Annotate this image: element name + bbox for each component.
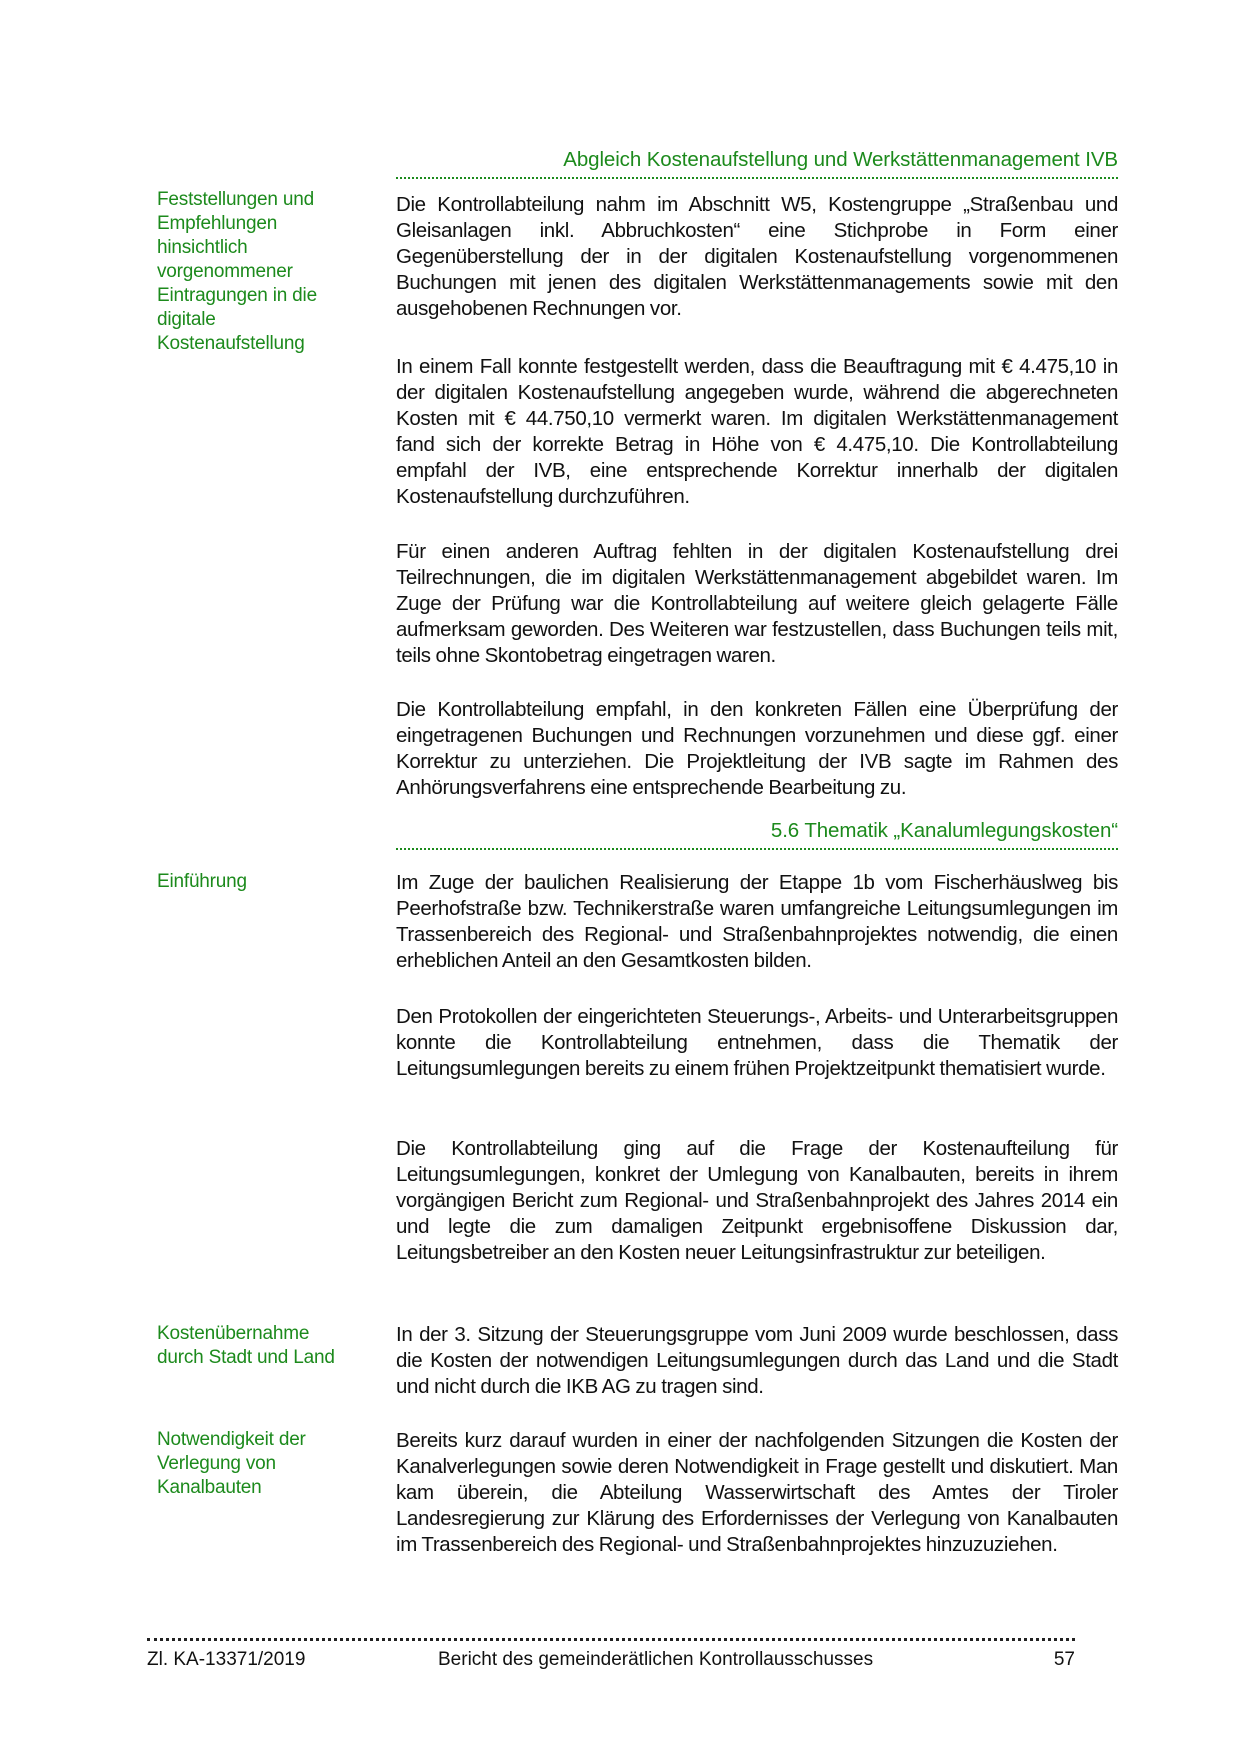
margin-note-line: hinsichtlich: [157, 237, 248, 258]
body-paragraph: Im Zuge der baulichen Realisierung der Etappe 1b vom Fischerhäuslweg bis Peerhofstraße bzw. Technikerstraße waren umfangreiche Leitungsumlegungen im Trassenbereich des Regional- und Straßenbahnprojektes notwendig, die einen erheblichen Anteil an den Gesamtkosten bilden.: [396, 871, 1118, 972]
page-number: 57: [1053, 1649, 1075, 1670]
body-paragraph: Die Kontrollabteilung empfahl, in den konkreten Fällen eine Überprüfung der eingetragenen Buchungen und Rechnungen vorzunehmen und diese ggf. einer Korrektur zu unterziehen. Die Projektleitung der IVB sagte im Rahmen des Anhörungsverfahrens eine entsprechende Bearbeitung zu.: [396, 698, 1118, 799]
margin-note-line: Kostenaufstellung: [157, 333, 305, 354]
footer-reference: Zl. KA-13371/2019: [147, 1649, 306, 1670]
margin-note-line: vorgenommener: [157, 261, 293, 282]
margin-note-line: Feststellungen und: [157, 189, 314, 210]
margin-note-line: digitale: [157, 309, 216, 330]
body-paragraph: In der 3. Sitzung der Steuerungsgruppe vom Juni 2009 wurde beschlossen, dass die Kosten der notwendigen Leitungsumlegungen durch das Land und die Stadt und nicht durch die IKB AG zu tragen sind.: [396, 1323, 1118, 1398]
margin-note-line: Eintragungen in die: [157, 285, 317, 306]
body-paragraph: Für einen anderen Auftrag fehlten in der digitalen Kostenaufstellung drei Teilrechnungen, die im digitalen Werkstättenmanagement abgebildet waren. Im Zuge der Prüfung war die Kontrollabteilung auf weitere gleich gelagerte Fälle aufmerksam geworden. Des Weiteren war festzustellen, dass Buchungen teils mit, teils ohne Skontobetrag eingetragen waren.: [396, 540, 1118, 667]
footer-divider: [147, 1638, 1075, 1641]
footer-title: Bericht des gemeinderätlichen Kontrollausschusses: [438, 1649, 874, 1670]
margin-note-line: Empfehlungen: [157, 213, 278, 234]
margin-note-kostenuebernahme: Kostenübernahme durch Stadt und Land: [157, 1323, 335, 1368]
section-heading: Abgleich Kostenaufstellung und Werkstättenmanagement IVB: [396, 147, 1118, 179]
body-paragraph: Die Kontrollabteilung nahm im Abschnitt W5, Kostengruppe „Straßenbau und Gleisanlagen inkl. Abbruchkosten“ eine Stichprobe in Form einer Gegenüberstellung der in der digitalen Kostenaufstellung vorgenommenen Buchungen mit jenen des digitalen Werkstättenmanagements sowie mit den ausgehobenen Rechnungen vor.: [396, 193, 1118, 320]
body-paragraph: Die Kontrollabteilung ging auf die Frage der Kostenaufteilung für Leitungsumlegungen, konkret der Umlegung von Kanalbauten, bereits in ihrem vorgängigen Bericht zum Regional- und Straßenbahnprojekt des Jahres 2014 ein und legte die zum damaligen Zeitpunkt ergebnisoffene Diskussion dar, Leitungsbetreiber an den Kosten neuer Leitungsinfrastruktur zur beteiligen.: [396, 1137, 1118, 1264]
body-paragraph: Den Protokollen der eingerichteten Steuerungs-, Arbeits- und Unterarbeitsgruppen konnte die Kontrollabteilung entnehmen, dass die Thematik der Leitungsumlegungen bereits zu einem frühen Projektzeitpunkt thematisiert wurde.: [396, 1005, 1118, 1080]
margin-note-feststellungen: [157, 188, 362, 356]
section-heading: 5.6 Thematik „Kanalumlegungskosten“: [396, 818, 1118, 850]
margin-note-einfuehrung: Einführung: [157, 871, 247, 892]
margin-note-notwendigkeit: Notwendigkeit der Verlegung von Kanalbauten: [157, 1429, 306, 1498]
body-paragraph: In einem Fall konnte festgestellt werden, dass die Beauftragung mit € 4.475,10 in der digitalen Kostenaufstellung angegeben wurde, während die abgerechneten Kosten mit € 44.750,10 vermerkt waren. Im digitalen Werkstättenmanagement fand sich der korrekte Betrag in Höhe von € 4.475,10. Die Kontrollabteilung empfahl der IVB, eine entsprechende Korrektur innerhalb der digitalen Kostenaufstellung durchzuführen.: [396, 355, 1118, 508]
body-paragraph: Bereits kurz darauf wurden in einer der nachfolgenden Sitzungen die Kosten der Kanalverlegungen sowie deren Notwendigkeit in Frage gestellt und diskutiert. Man kam überein, die Abteilung Wasserwirtschaft des Amtes der Tiroler Landesregierung zur Klärung des Erfordernisses der Verlegung von Kanalbauten im Trassenbereich des Regional- und Straßenbahnprojektes hinzuzuziehen.: [396, 1429, 1118, 1556]
